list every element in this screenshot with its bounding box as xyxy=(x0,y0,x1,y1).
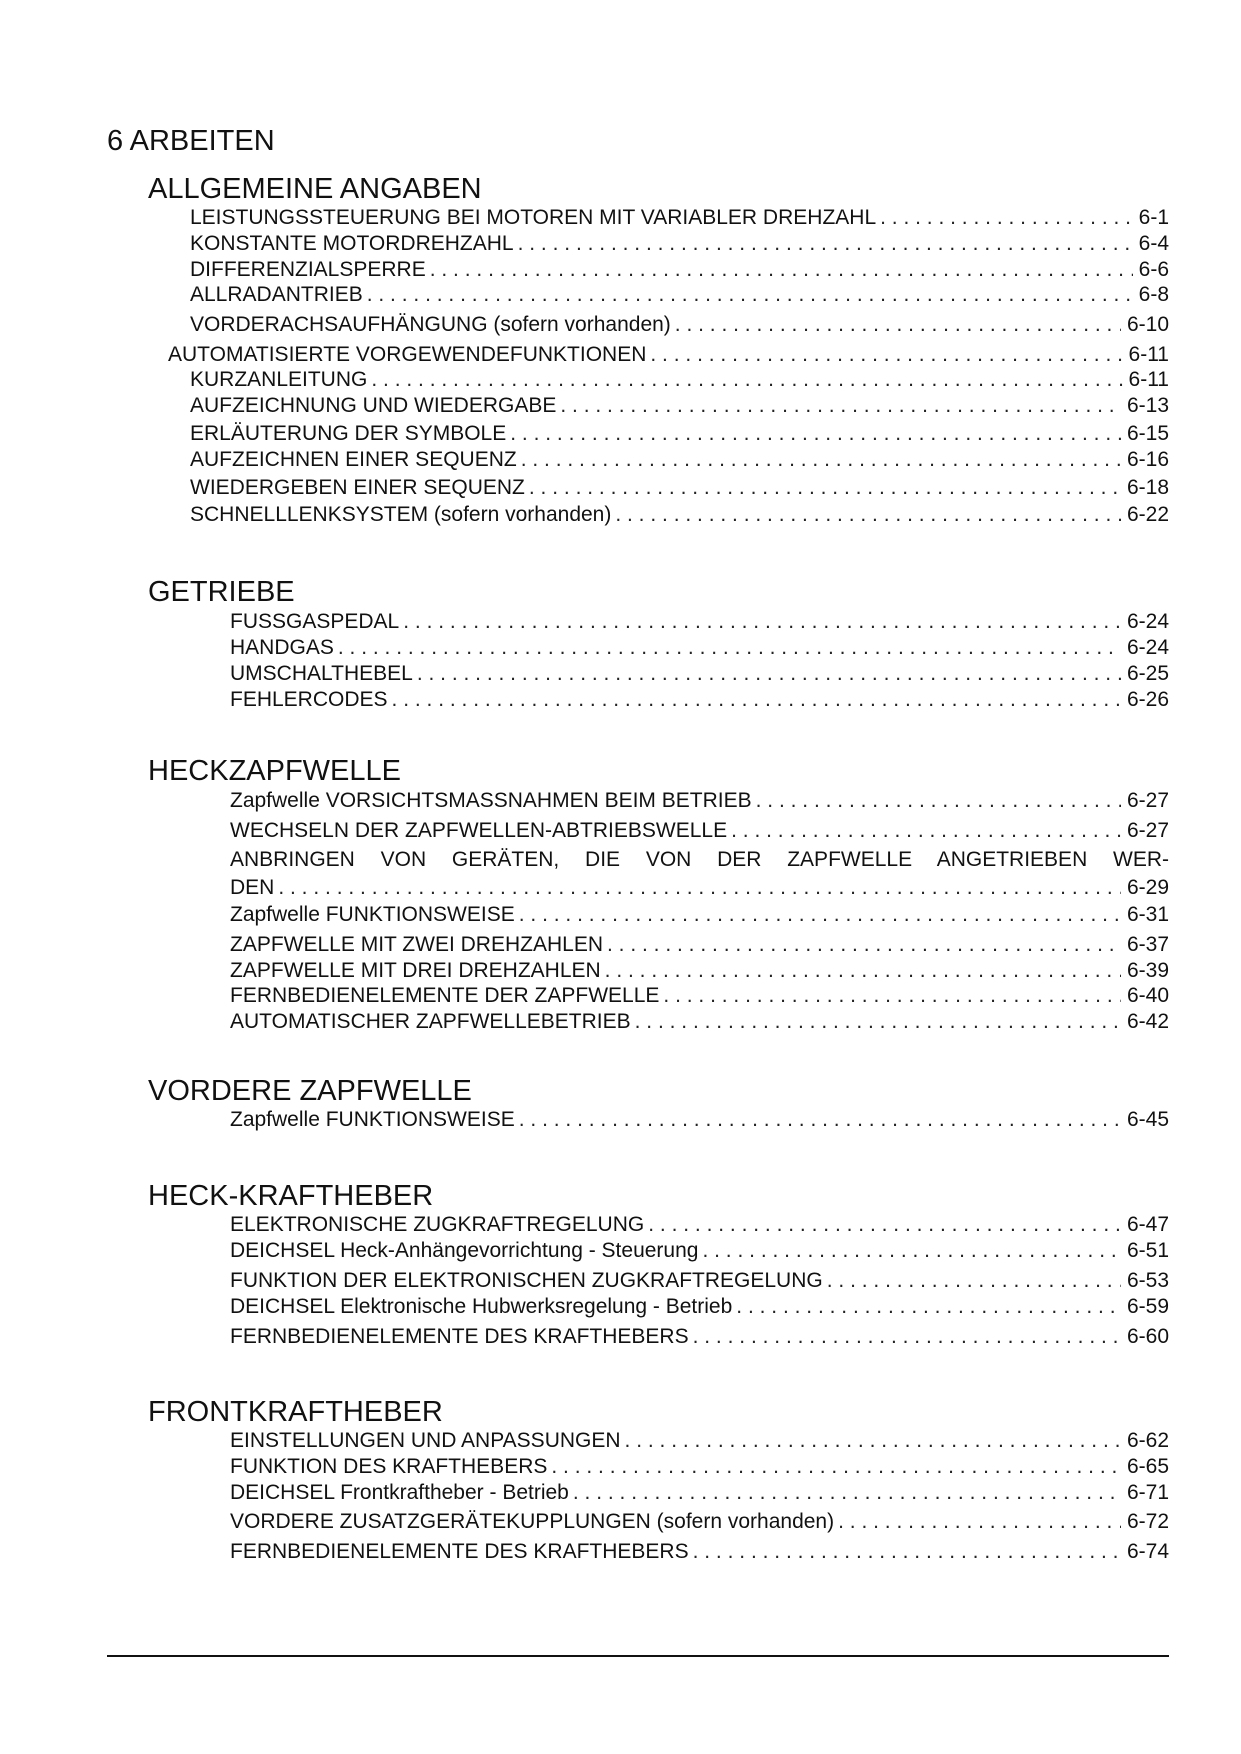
toc-entry-title: DEICHSEL Heck-Anhängevorrichtung - Steuerung xyxy=(230,1239,699,1262)
toc-entry-page: 6-26 xyxy=(1126,688,1169,711)
toc-entry-title: AUFZEICHNUNG UND WIEDERGABE xyxy=(190,394,557,417)
toc-entry-title: FUNKTION DER ELEKTRONISCHEN ZUGKRAFTREGELUNG xyxy=(230,1269,823,1292)
toc-entry[interactable] xyxy=(230,1294,1169,1320)
section-title: HECK-KRAFTHEBER xyxy=(148,1180,434,1212)
toc-entry[interactable] xyxy=(230,958,1169,984)
dot-leader xyxy=(367,282,1133,308)
toc-entry[interactable] xyxy=(190,447,1169,473)
dot-leader xyxy=(693,1324,1121,1350)
toc-entry-page: 6-27 xyxy=(1126,789,1169,812)
toc-entry[interactable] xyxy=(230,1509,1169,1535)
toc-entry-page: 6-25 xyxy=(1126,662,1169,685)
toc-entry-title: FERNBEDIENELEMENTE DER ZAPFWELLE xyxy=(230,984,660,1007)
toc-entry[interactable] xyxy=(190,475,1169,501)
toc-entry-title: FUNKTION DES KRAFTHEBERS xyxy=(230,1455,548,1478)
toc-entry-title: ZAPFWELLE MIT ZWEI DREHZAHLEN xyxy=(230,933,603,956)
section-title: FRONTKRAFTHEBER xyxy=(148,1396,443,1428)
toc-entry[interactable] xyxy=(230,1539,1169,1565)
toc-entry-title: WIEDERGEBEN EINER SEQUENZ xyxy=(190,476,525,499)
toc-entry-title: FUSSGASPEDAL xyxy=(230,610,400,633)
toc-entry-page: 6-11 xyxy=(1128,343,1169,366)
toc-entry-page: 6-1 xyxy=(1138,206,1169,229)
toc-entry-page: 6-45 xyxy=(1126,1108,1169,1131)
toc-entry-page: 6-22 xyxy=(1126,503,1169,526)
dot-leader xyxy=(663,983,1121,1009)
section-title: ALLGEMEINE ANGABEN xyxy=(148,173,482,205)
toc-entry-title: ZAPFWELLE MIT DREI DREHZAHLEN xyxy=(230,959,601,982)
dot-leader xyxy=(519,902,1121,928)
toc-entry-page: 6-71 xyxy=(1126,1481,1169,1504)
toc-entry[interactable] xyxy=(230,788,1169,814)
section-title: GETRIEBE xyxy=(148,576,295,608)
dot-leader xyxy=(675,312,1121,338)
toc-entry-page: 6-59 xyxy=(1126,1295,1169,1318)
toc-entry[interactable] xyxy=(230,983,1169,1009)
dot-leader xyxy=(518,231,1133,257)
toc-entry-title: FEHLERCODES xyxy=(230,688,388,711)
toc-entry[interactable] xyxy=(230,635,1169,661)
toc-entry-page: 6-16 xyxy=(1126,448,1169,471)
toc-entry[interactable] xyxy=(230,1009,1169,1035)
dot-leader xyxy=(731,818,1121,844)
toc-entry[interactable] xyxy=(190,393,1169,419)
toc-entry-page: 6-53 xyxy=(1126,1269,1169,1292)
dot-leader xyxy=(838,1509,1121,1535)
footer-rule xyxy=(107,1655,1169,1657)
toc-entry-title: FERNBEDIENELEMENTE DES KRAFTHEBERS xyxy=(230,1325,689,1348)
toc-entry-title: DEICHSEL Frontkraftheber - Betrieb xyxy=(230,1481,569,1504)
dot-leader xyxy=(521,447,1121,473)
toc-entry-title: KONSTANTE MOTORDREHZAHL xyxy=(190,232,514,255)
section-title: HECKZAPFWELLE xyxy=(148,755,401,787)
toc-entry[interactable] xyxy=(230,1107,1169,1133)
toc-entry[interactable] xyxy=(190,421,1169,447)
toc-entry[interactable] xyxy=(230,1212,1169,1238)
dot-leader xyxy=(430,257,1133,283)
toc-entry-title: ALLRADANTRIEB xyxy=(190,283,363,306)
toc-entry-page: 6-72 xyxy=(1126,1510,1169,1533)
dot-leader xyxy=(650,342,1122,368)
toc-entry-page: 6-4 xyxy=(1138,232,1169,255)
toc-entry-title-line1: ANBRINGEN VON GERÄTEN, DIE VON DER ZAPFWELLE ANGETRIEBEN WER- xyxy=(230,848,1169,871)
toc-entry[interactable] xyxy=(190,282,1169,308)
toc-entry-page: 6-6 xyxy=(1138,258,1169,281)
toc-entry-title: LEISTUNGSSTEUERUNG BEI MOTOREN MIT VARIABLER DREHZAHL xyxy=(190,206,877,229)
chapter-number: 6 xyxy=(107,125,124,157)
toc-entry-title: SCHNELLLENKSYSTEM (sofern vorhanden) xyxy=(190,503,612,526)
toc-entry-title: AUTOMATISCHER ZAPFWELLEBETRIEB xyxy=(230,1010,631,1033)
toc-entry[interactable] xyxy=(230,1480,1169,1506)
toc-entry-page: 6-13 xyxy=(1126,394,1169,417)
toc-entry-page: 6-27 xyxy=(1126,819,1169,842)
toc-entry[interactable] xyxy=(190,257,1169,283)
dot-leader xyxy=(736,1294,1121,1320)
dot-leader xyxy=(403,609,1121,635)
toc-entry-title: DEN xyxy=(230,876,275,899)
dot-leader xyxy=(648,1212,1121,1238)
dot-leader xyxy=(756,788,1121,814)
dot-leader xyxy=(635,1009,1121,1035)
chapter-heading xyxy=(107,124,275,158)
toc-entry-title: UMSCHALTHEBEL xyxy=(230,662,413,685)
toc-entry-page: 6-18 xyxy=(1126,476,1169,499)
dot-leader xyxy=(417,661,1121,687)
toc-entry-title: AUFZEICHNEN EINER SEQUENZ xyxy=(190,448,517,471)
toc-entry[interactable] xyxy=(190,367,1169,393)
toc-entry-page: 6-37 xyxy=(1126,933,1169,956)
toc-entry[interactable] xyxy=(230,661,1169,687)
toc-entry-page: 6-24 xyxy=(1126,636,1169,659)
toc-entry-page: 6-51 xyxy=(1126,1239,1169,1262)
dot-leader xyxy=(607,932,1121,958)
toc-entry[interactable] xyxy=(230,1268,1169,1294)
toc-entry-page: 6-24 xyxy=(1126,610,1169,633)
toc-entry-page: 6-62 xyxy=(1126,1429,1169,1452)
toc-entry[interactable] xyxy=(230,902,1169,928)
toc-entry-title: VORDERE ZUSATZGERÄTEKUPPLUNGEN (sofern vorhanden) xyxy=(230,1510,835,1533)
toc-entry-title: FERNBEDIENELEMENTE DES KRAFTHEBERS xyxy=(230,1540,689,1563)
toc-entry-title: Zapfwelle FUNKTIONSWEISE xyxy=(230,1108,515,1131)
dot-leader xyxy=(573,1480,1121,1506)
toc-entry[interactable] xyxy=(230,818,1169,844)
toc-entry-page: 6-29 xyxy=(1126,876,1169,899)
toc-entry-title: Zapfwelle FUNKTIONSWEISE xyxy=(230,903,515,926)
toc-entry-page: 6-40 xyxy=(1126,984,1169,1007)
dot-leader xyxy=(605,958,1121,984)
toc-entry[interactable] xyxy=(230,1428,1169,1454)
toc-entry[interactable] xyxy=(190,231,1169,257)
dot-leader xyxy=(371,367,1122,393)
dot-leader xyxy=(392,687,1121,713)
toc-entry-page: 6-74 xyxy=(1126,1540,1169,1563)
toc-entry[interactable] xyxy=(190,502,1169,528)
dot-leader xyxy=(551,1454,1121,1480)
toc-entry-page: 6-42 xyxy=(1126,1010,1169,1033)
toc-entry[interactable] xyxy=(168,342,1169,368)
dot-leader xyxy=(519,1107,1121,1133)
toc-entry-title: HANDGAS xyxy=(230,636,334,659)
toc-entry-title: DIFFERENZIALSPERRE xyxy=(190,258,426,281)
toc-entry-title: KURZANLEITUNG xyxy=(190,368,368,391)
section-title: VORDERE ZAPFWELLE xyxy=(148,1075,472,1107)
dot-leader xyxy=(560,393,1121,419)
toc-entry[interactable] xyxy=(230,1324,1169,1350)
toc-entry-page: 6-31 xyxy=(1126,903,1169,926)
toc-entry-title: AUTOMATISIERTE VORGEWENDEFUNKTIONEN xyxy=(168,343,647,366)
toc-entry-page: 6-39 xyxy=(1126,959,1169,982)
toc-entry-title: EINSTELLUNGEN UND ANPASSUNGEN xyxy=(230,1429,621,1452)
toc-entry[interactable] xyxy=(230,1454,1169,1480)
toc-entry[interactable] xyxy=(230,687,1169,713)
toc-entry-title: ELEKTRONISCHE ZUGKRAFTREGELUNG xyxy=(230,1213,645,1236)
toc-entry[interactable] xyxy=(230,875,1169,901)
toc-entry-page: 6-60 xyxy=(1126,1325,1169,1348)
dot-leader xyxy=(615,502,1121,528)
toc-entry-title: Zapfwelle VORSICHTSMASSNAHMEN BEIM BETRIEB xyxy=(230,789,752,812)
toc-entry-title: VORDERACHSAUFHÄNGUNG (sofern vorhanden) xyxy=(190,313,671,336)
toc-entry-page: 6-11 xyxy=(1128,368,1169,391)
dot-leader xyxy=(529,475,1121,501)
toc-entry-page: 6-47 xyxy=(1126,1213,1169,1236)
dot-leader xyxy=(338,635,1121,661)
toc-entry[interactable] xyxy=(190,312,1169,338)
dot-leader xyxy=(693,1539,1121,1565)
toc-entry-title: DEICHSEL Elektronische Hubwerksregelung - Betrieb xyxy=(230,1295,733,1318)
dot-leader xyxy=(510,421,1121,447)
toc-entry-page: 6-65 xyxy=(1126,1455,1169,1478)
dot-leader xyxy=(278,875,1121,901)
toc-entry[interactable] xyxy=(190,205,1169,231)
toc-entry-title: ERLÄUTERUNG DER SYMBOLE xyxy=(190,422,507,445)
toc-entry[interactable] xyxy=(230,1238,1169,1264)
toc-entry-page: 6-15 xyxy=(1126,422,1169,445)
dot-leader xyxy=(625,1428,1121,1454)
dot-leader xyxy=(702,1238,1121,1264)
dot-leader xyxy=(880,205,1133,231)
chapter-title: ARBEITEN xyxy=(129,125,275,157)
toc-entry[interactable] xyxy=(230,609,1169,635)
toc-entry-title: WECHSELN DER ZAPFWELLEN-ABTRIEBSWELLE xyxy=(230,819,728,842)
toc-entry-page: 6-10 xyxy=(1126,313,1169,336)
toc-entry-page: 6-8 xyxy=(1138,283,1169,306)
dot-leader xyxy=(827,1268,1121,1294)
toc-entry[interactable] xyxy=(230,932,1169,958)
